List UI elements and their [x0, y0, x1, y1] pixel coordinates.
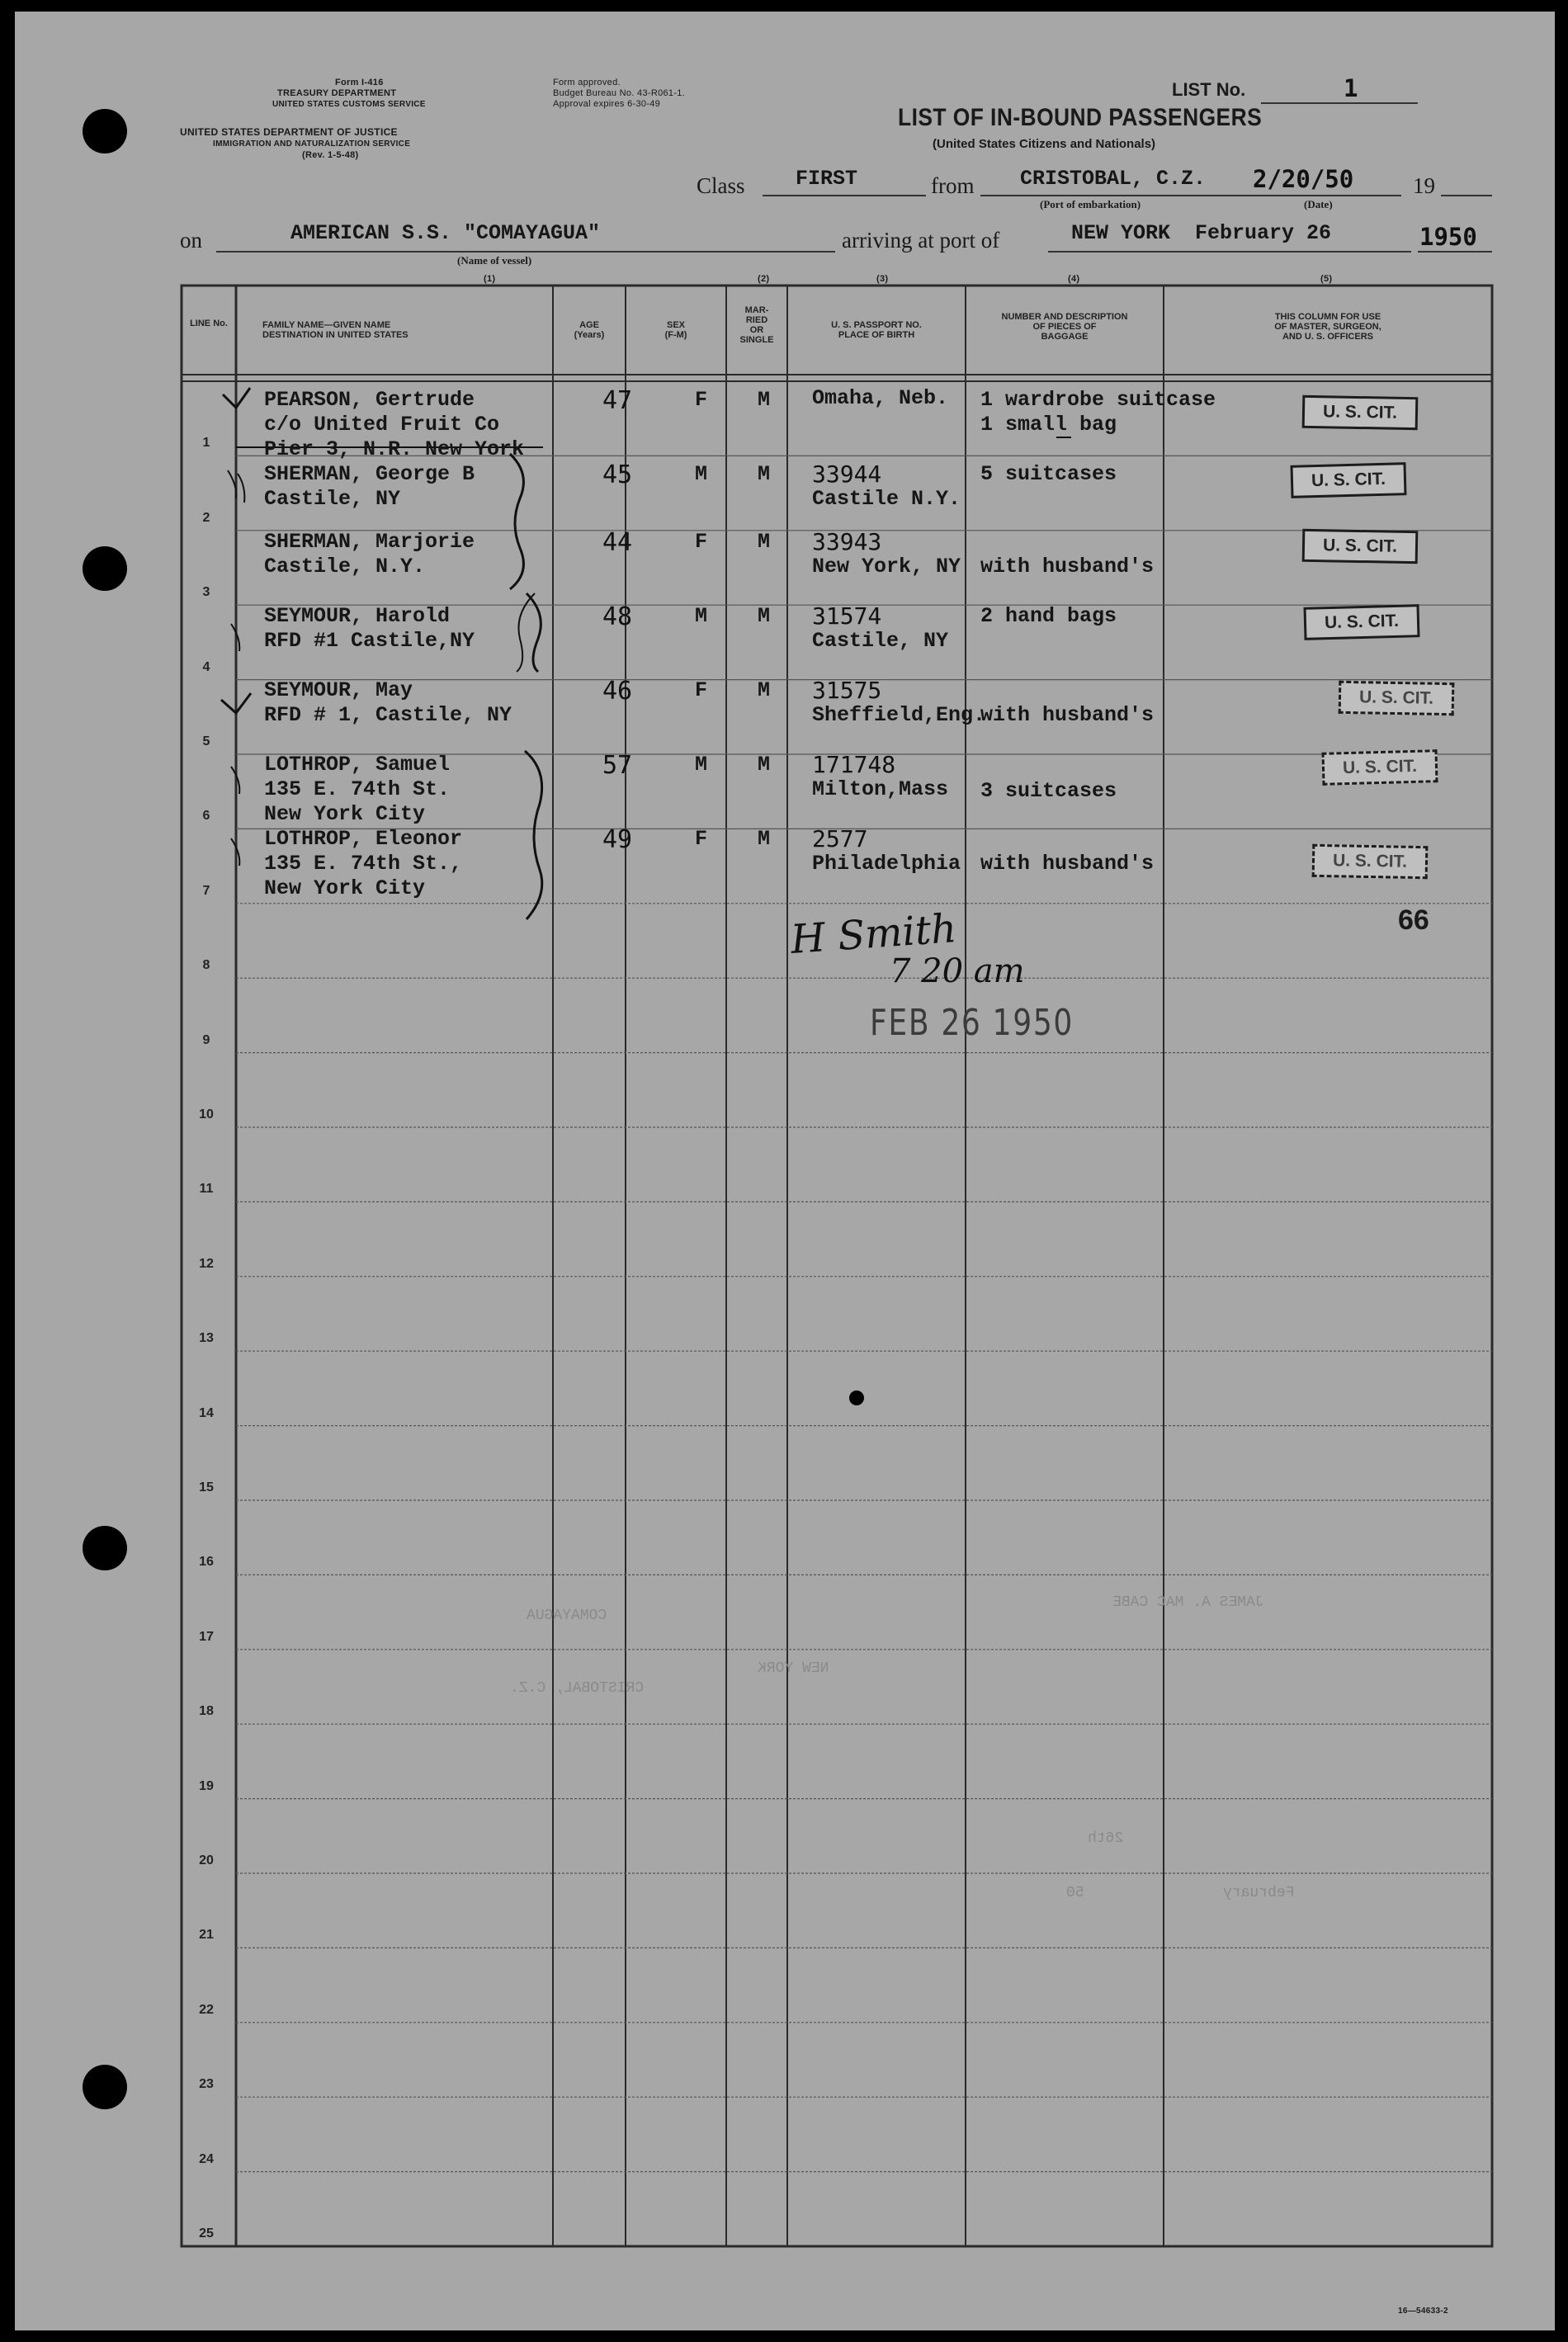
- passenger-marital: M: [758, 678, 771, 702]
- passenger-destination: 135 E. 74th St.: [264, 777, 451, 801]
- from-value: CRISTOBAL, C.Z.: [1020, 167, 1207, 191]
- passenger-age: 48: [602, 602, 633, 631]
- header-baggage: NUMBER AND DESCRIPTION OF PIECES OF BAGGAGE: [1001, 312, 1128, 342]
- passenger-sex: F: [695, 827, 708, 851]
- baggage-description: 2 hand bags: [980, 604, 1117, 628]
- line-number: 4: [202, 659, 210, 674]
- class-label: Class: [697, 173, 745, 198]
- footer-code: 16—54633-2: [1398, 2307, 1448, 2316]
- line-number: 8: [202, 958, 210, 973]
- passenger-name: PEARSON, Gertrude: [264, 388, 475, 412]
- line-number: 12: [199, 1256, 214, 1271]
- passenger-destination: Castile, NY: [264, 487, 401, 511]
- passport-number: 33943: [812, 528, 882, 555]
- header-age: AGE (Years): [574, 320, 605, 340]
- passenger-name: SEYMOUR, Harold: [264, 604, 451, 628]
- approval-3: Approval expires 6-30-49: [553, 99, 661, 109]
- arriving-label: arriving at port of: [842, 228, 1000, 253]
- passenger-destination-2: New York City: [264, 802, 426, 826]
- baggage-description: 5 suitcases: [980, 462, 1117, 486]
- passport-number: 31575: [812, 677, 882, 704]
- passenger-sex: M: [695, 604, 708, 628]
- us-citizen-stamp: U. S. CIT.: [1302, 529, 1419, 564]
- line-number: 25: [199, 2226, 214, 2240]
- col-num-2: (2): [758, 274, 770, 284]
- birth-place: Philadelphia: [812, 852, 961, 876]
- passenger-destination-2: New York City: [264, 876, 426, 900]
- passenger-table-grid: [15, 12, 1555, 2330]
- header-line-no: LINE No.: [190, 319, 228, 328]
- passenger-destination: RFD # 1, Castile, NY: [264, 703, 512, 727]
- line-number: 14: [199, 1405, 214, 1420]
- class-value: FIRST: [796, 167, 858, 191]
- passenger-marital: M: [758, 462, 771, 486]
- header-sex: SEX (F-M): [664, 320, 687, 340]
- passenger-age: 49: [602, 825, 633, 854]
- passenger-age: 46: [602, 677, 633, 706]
- line-number: 21: [199, 1928, 214, 1943]
- total-count: 66: [1398, 904, 1429, 936]
- passenger-destination: Castile, N.Y.: [264, 555, 426, 578]
- passenger-marital: M: [758, 388, 771, 412]
- line-number: 9: [202, 1032, 210, 1047]
- us-citizen-stamp: U. S. CIT.: [1291, 462, 1407, 498]
- bleed-text: CRISTOBAL, C.Z.: [510, 1680, 645, 1697]
- col-num-1: (1): [484, 274, 496, 284]
- baggage-description: 1 small bag: [980, 413, 1117, 437]
- line-number: 24: [199, 2151, 214, 2166]
- passenger-destination: c/o United Fruit Co: [264, 413, 500, 437]
- line-number: 5: [202, 734, 210, 748]
- us-citizen-stamp: U. S. CIT.: [1339, 681, 1455, 715]
- passenger-age: 47: [602, 386, 633, 415]
- col-num-3: (3): [876, 274, 889, 284]
- passenger-age: 45: [602, 460, 633, 489]
- passport-number: 2577: [812, 825, 868, 852]
- approval-2: Budget Bureau No. 43-R061-1.: [553, 88, 686, 98]
- line-number: 19: [199, 1778, 214, 1793]
- line-number: 6: [202, 809, 210, 824]
- birth-place: Sheffield,Eng.: [812, 703, 986, 727]
- line-number: 23: [199, 2077, 214, 2092]
- passport-number: 33944: [812, 460, 882, 488]
- on-label: on: [180, 228, 202, 253]
- bleed-text: 26th: [1088, 1830, 1124, 1847]
- passenger-sex: M: [695, 462, 708, 486]
- us-citizen-stamp: U. S. CIT.: [1312, 844, 1429, 879]
- customs-service: UNITED STATES CUSTOMS SERVICE: [272, 100, 426, 109]
- passenger-sex: F: [695, 388, 708, 412]
- inspection-time: 7 20 am: [890, 952, 1025, 990]
- us-citizen-stamp: U. S. CIT.: [1304, 604, 1420, 640]
- passenger-destination-2: Pier 3, N.R. New York: [264, 437, 525, 461]
- line-number: 1: [202, 436, 210, 451]
- passenger-marital: M: [758, 827, 771, 851]
- birth-place: New York, NY: [812, 555, 961, 578]
- line-number: 15: [199, 1480, 214, 1494]
- passenger-destination: RFD #1 Castile,NY: [264, 629, 475, 653]
- vessel-name: AMERICAN S.S. "COMAYAGUA": [290, 221, 601, 245]
- line-number: 17: [199, 1629, 214, 1644]
- manifest-page: [15, 12, 1555, 2330]
- baggage-description: with husband's: [980, 555, 1155, 578]
- passenger-sex: M: [695, 753, 708, 777]
- baggage-description: 1 wardrobe suitcase: [980, 388, 1216, 412]
- passport-number: 171748: [812, 751, 896, 778]
- birth-place: Omaha, Neb.: [812, 386, 949, 410]
- passenger-sex: F: [695, 530, 708, 554]
- line-number: 11: [199, 1182, 214, 1197]
- approval-1: Form approved.: [553, 78, 621, 87]
- form-number: Form I-416: [335, 78, 384, 87]
- ins-service: IMMIGRATION AND NATURALIZATION SERVICE: [213, 139, 411, 149]
- vessel-label: (Name of vessel): [457, 254, 532, 267]
- treasury-dept: TREASURY DEPARTMENT: [277, 88, 397, 98]
- birth-place: Milton,Mass: [812, 777, 949, 801]
- justice-dept: UNITED STATES DEPARTMENT OF JUSTICE: [180, 126, 398, 138]
- bleed-text: COMAYAGUA: [527, 1608, 607, 1624]
- col-num-4: (4): [1068, 274, 1080, 284]
- inspector-signature: H Smith: [789, 905, 958, 963]
- bleed-text: NEW YORK: [758, 1660, 829, 1677]
- passenger-marital: M: [758, 604, 771, 628]
- passenger-name: LOTHROP, Samuel: [264, 753, 451, 777]
- date-value: 2/20/50: [1253, 165, 1354, 193]
- port-embark-label: (Port of embarkation): [1040, 198, 1141, 210]
- arrival-year: 1950: [1419, 223, 1477, 251]
- col-num-5: (5): [1320, 274, 1333, 284]
- passenger-age: 44: [602, 528, 633, 557]
- form-subtitle: (United States Citizens and Nationals): [933, 137, 1156, 151]
- line-number: 2: [202, 510, 210, 525]
- passenger-destination: 135 E. 74th St.,: [264, 852, 463, 876]
- passenger-name: SHERMAN, George B: [264, 462, 475, 486]
- header-passport: U. S. PASSPORT NO. PLACE OF BIRTH: [831, 320, 922, 340]
- birth-place: Castile, NY: [812, 629, 949, 653]
- line-number: 13: [199, 1331, 214, 1346]
- passenger-name: SEYMOUR, May: [264, 678, 413, 702]
- us-citizen-stamp: U. S. CIT.: [1302, 395, 1419, 430]
- baggage-description: with husband's: [980, 852, 1155, 876]
- passenger-marital: M: [758, 753, 771, 777]
- passport-number: 31574: [812, 602, 882, 630]
- list-no-label: LIST No.: [1172, 79, 1246, 100]
- baggage-description: with husband's: [980, 703, 1155, 727]
- list-no-value: 1: [1344, 74, 1358, 102]
- line-number: 10: [199, 1107, 214, 1121]
- from-label: from: [931, 173, 975, 198]
- line-number: 7: [202, 883, 210, 898]
- line-number: 20: [199, 1853, 214, 1867]
- line-number: 3: [202, 585, 210, 600]
- birth-place: Castile N.Y.: [812, 487, 961, 511]
- passenger-sex: F: [695, 678, 708, 702]
- passenger-name: LOTHROP, Eleonor: [264, 827, 463, 851]
- date-label: (Date): [1304, 198, 1333, 210]
- line-number: 18: [199, 1704, 214, 1719]
- us-citizen-stamp: U. S. CIT.: [1322, 749, 1438, 786]
- line-number: 22: [199, 2002, 214, 2017]
- bleed-text: JAMES A. MAC CABE: [1112, 1594, 1264, 1611]
- header-married: MAR- RIED OR SINGLE: [739, 305, 774, 345]
- revision: (Rev. 1-5-48): [302, 150, 359, 160]
- baggage-description: 3 suitcases: [980, 779, 1117, 803]
- year-prefix: 19: [1413, 173, 1435, 198]
- header-name: FAMILY NAME—GIVEN NAME DESTINATION IN UNITED STATES: [262, 320, 409, 340]
- form-title: LIST OF IN-BOUND PASSENGERS: [898, 104, 1263, 131]
- line-number: 16: [199, 1555, 214, 1570]
- bleed-text: 50: [1066, 1885, 1084, 1901]
- passenger-marital: M: [758, 530, 771, 554]
- arrival-date-stamp: FEB 26 1950: [870, 1002, 1074, 1044]
- passenger-name: SHERMAN, Marjorie: [264, 530, 475, 554]
- passenger-age: 57: [602, 751, 633, 780]
- arrival-port: NEW YORK February 26: [1071, 221, 1332, 245]
- header-officers: THIS COLUMN FOR USE OF MASTER, SURGEON, AND U. S. OFFICERS: [1274, 312, 1381, 342]
- bleed-text: February: [1223, 1885, 1295, 1901]
